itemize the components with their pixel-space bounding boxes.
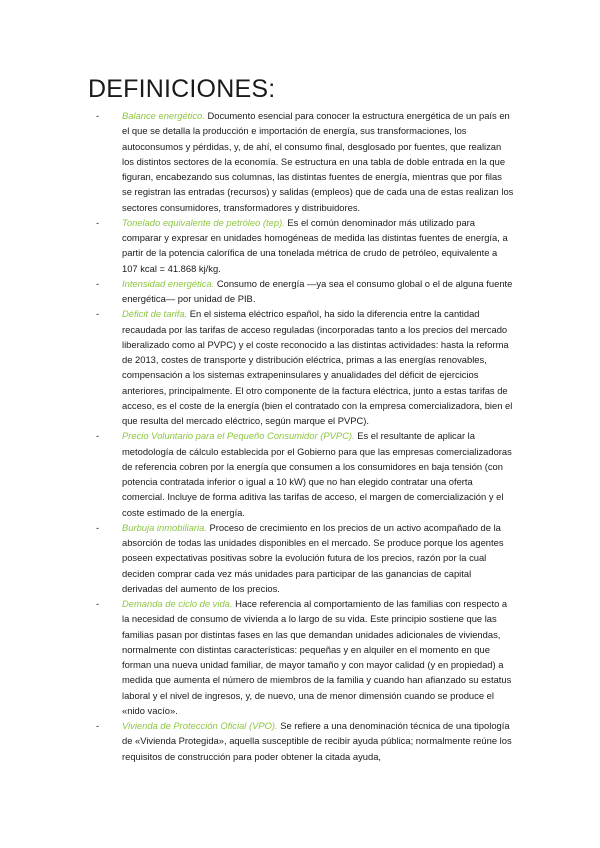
- definitions-list: [96, 108, 514, 764]
- definition-item-demanda-ciclo-vida: [96, 596, 514, 718]
- list-bullet: -: [96, 308, 100, 320]
- definition-term: Intensidad energética.: [122, 277, 217, 289]
- definition-item-deficit-tarifa: [96, 306, 514, 428]
- definition-text: Consumo de energía —ya sea el consumo global o el de alguna fuente energética— por unidad de PIB.: [122, 277, 513, 304]
- definition-text: Es el resultante de aplicar la metodología de cálculo establecida por el Gobierno para que las empresas comercializadoras de referencia cobren por la energía que consumen a los consumidores en baja tensión (con potencia contratada inferior o igual a 10 kW) que no han elegido contratar una oferta comercial. Incluye de forma aditiva las tarifas de acceso, el margen de comercialización y el coste estimado de la energía.: [122, 430, 512, 518]
- definition-text: Se refiere a una denominación técnica de una tipología de «Vivienda Protegida», aquella susceptible de recibir ayuda pública; normalmente reúne los requisitos de construcción para poder obtener la citada ayuda,: [122, 720, 512, 762]
- definition-item-tep: [96, 215, 514, 276]
- list-bullet: -: [96, 277, 100, 289]
- list-bullet: -: [96, 216, 100, 228]
- definition-text: En el sistema eléctrico español, ha sido la diferencia entre la cantidad recaudada por las tarifas de acceso reguladas (incorporadas tanto a los precios del mercado liberalizado como al PVPC) y el coste reconocido a las distintas actividades: hasta la reforma de 2013, costes de transporte y distribución eléctrica, primas a las energías renovables, compensación a los sistemas extrapeninsulares y anualidades del déficit de ejercicios anteriores, principalmente. El otro componente de la factura eléctrica, junto a estas tarifas de acceso, es el coste de la energía (bien el contratado con la empresa comercializadora, bien el que resulta del mercado eléctrico, según marque el PVPC).: [122, 308, 513, 426]
- definition-item-intensidad-energetica: [96, 276, 514, 307]
- definition-text: Hace referencia al comportamiento de las familias con respecto a la necesidad de consumo de vivienda a lo largo de su vida. Este principio sostiene que las familias pasan por distintas fases en las que demandan unidades adicionales de viviendas, normalmente con distintas características: pequeñas y en alquiler en el momento en que forman una nueva unidad familiar, de mayor tamaño y con mayor calidad (y en propiedad) a medida que aumenta el número de miembros de la familia y cuando han afianzado su estatus laboral y el nivel de ingresos, y, de nuevo, una de menor dimensión cuando se produce el «nido vacío».: [122, 598, 512, 716]
- definition-term: Burbuja inmobiliaria.: [122, 521, 210, 533]
- definition-term: Déficit de tarifa.: [122, 308, 190, 320]
- definition-term: Precio Voluntario para el Pequeño Consumidor (PVPC).: [122, 430, 358, 442]
- list-bullet: -: [96, 110, 100, 121]
- list-bullet: -: [96, 430, 100, 442]
- list-bullet: -: [96, 720, 100, 731]
- definition-item-balance-energetico: [96, 108, 514, 215]
- definition-item-pvpc: [96, 428, 514, 520]
- definition-term: Demanda de ciclo de vida.: [122, 598, 236, 609]
- definition-item-burbuja-inmobiliaria: [96, 520, 514, 596]
- definition-term: Tonelado equivalente de petróleo (tep).: [122, 216, 288, 228]
- list-bullet: -: [96, 521, 100, 533]
- page-title: DEFINICIONES:: [88, 75, 276, 103]
- definition-term: Balance energético.: [122, 110, 208, 121]
- list-bullet: -: [96, 598, 100, 609]
- definition-text: Proceso de crecimiento en los precios de un activo acompañado de la absorción de todas las unidades disponibles en el mercado. Se produce porque los agentes poseen expectativas positivas sobre la evolución futura de los precios, razón por la cual deciden comprar cada vez más unidades para participar de las ganancias de capital derivadas del aumento de los precios.: [122, 521, 504, 594]
- definition-text: Documento esencial para conocer la estructura energética de un país en el que se detalla la producción e importación de energía, sus transformaciones, los autoconsumos y pérdidas, y, de ahí, el consumo final, desglosado por fuentes, que realizan los distintos sectores de la economía. Se estructura en una tabla de doble entrada en la que figuran, encabezando sus columnas, las distintas fuentes de energía, mientras que por filas se registran las entradas (recursos) y salidas (empleos) que de cada una de estas realizan los sectores consumidores, transformadores y distribuidores.: [122, 110, 514, 213]
- definition-item-vpo: [96, 718, 514, 764]
- definition-term: Vivienda de Protección Oficial (VPO).: [122, 720, 281, 731]
- definition-text: Es el común denominador más utilizado para comparar y expresar en unidades homogéneas de medida las distintas fuentes de energía, a partir de la potencia calorífica de una tonelada métrica de crudo de petróleo, equivalente a 107 kcal = 41.868 kj/kg.: [122, 216, 508, 274]
